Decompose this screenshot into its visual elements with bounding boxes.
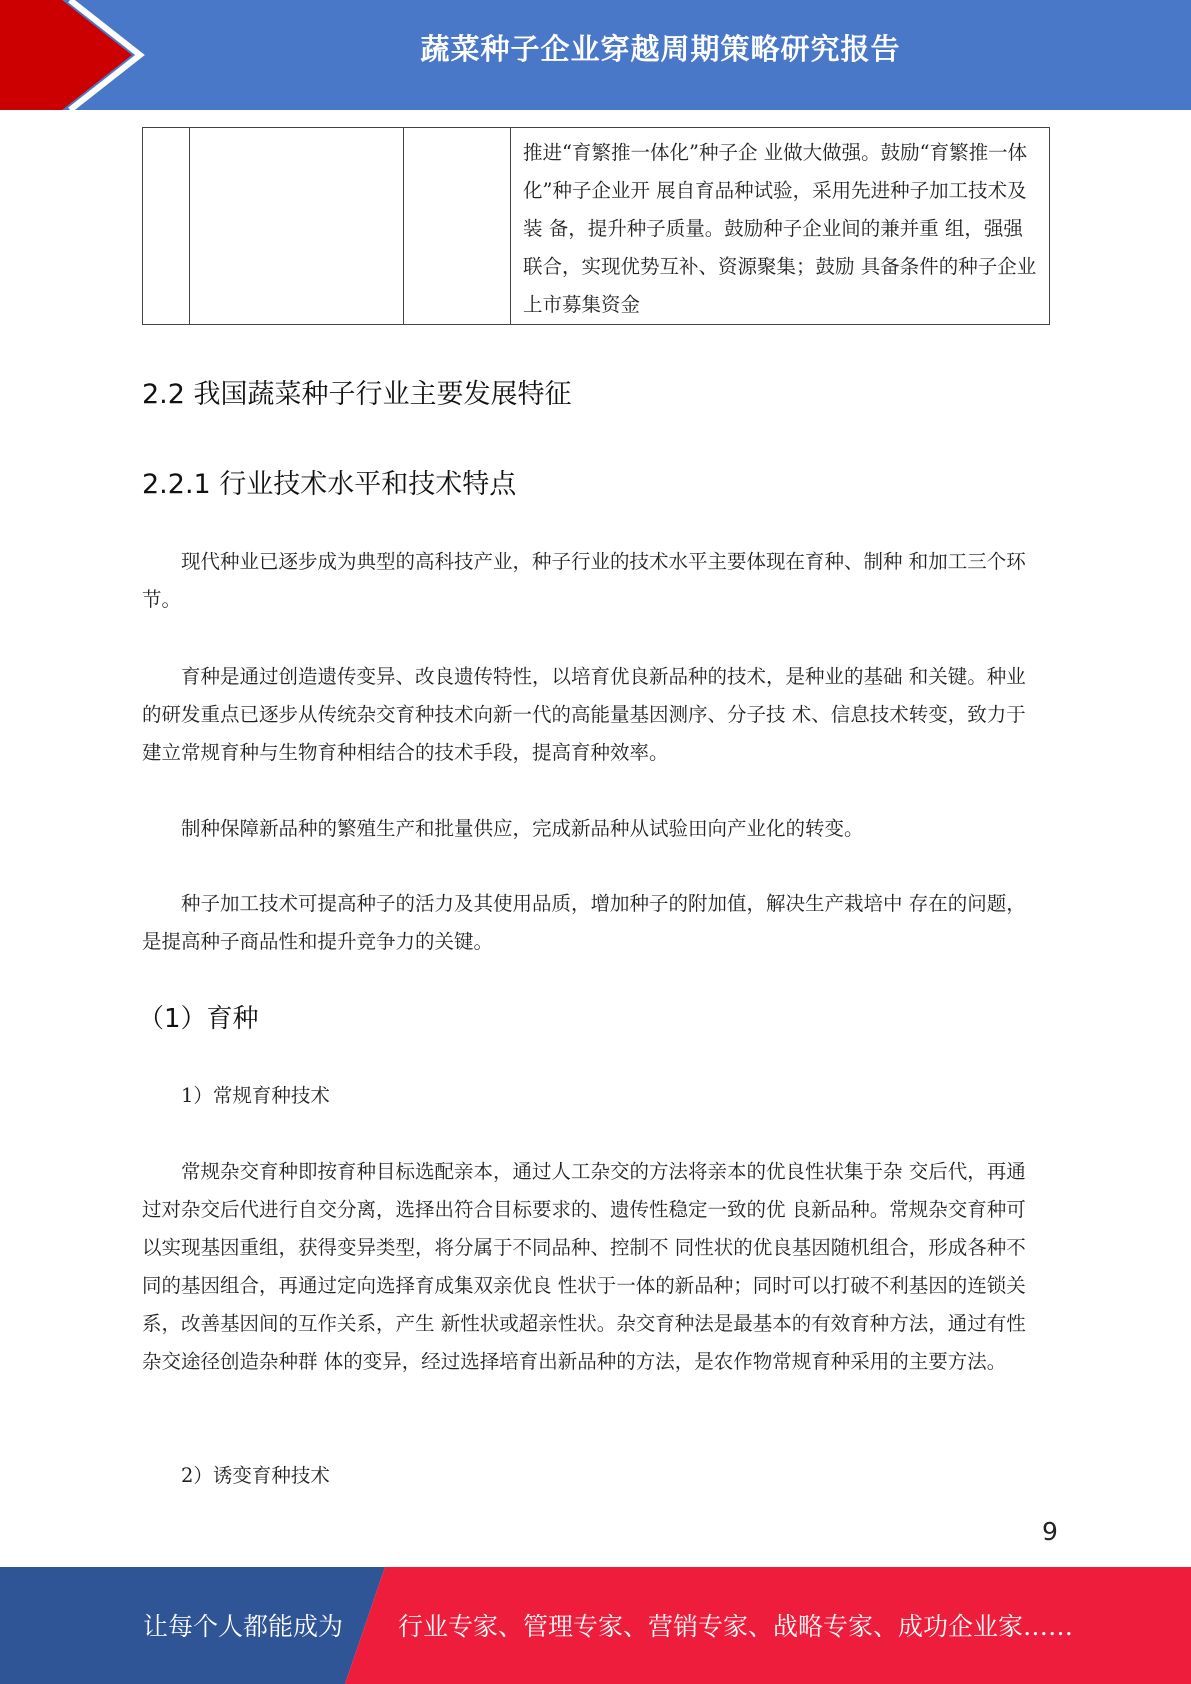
paragraph: 制种保障新品种的繁殖生产和批量供应，完成新品种从试验田向产业化的转变。 bbox=[181, 817, 864, 840]
table-cell-empty bbox=[404, 128, 511, 325]
page-header bbox=[0, 0, 1191, 110]
policy-table-continued bbox=[142, 127, 1050, 325]
paragraph: 常规杂交育种即按育种目标选配亲本，通过人工杂交的方法将亲本的优良性状集于杂 交后代，再通过对杂交后代进行自交分离，选择出符合目标要求的、遗传性稳定一致的优 良新品种。常规杂交育种可以实现基因重组，获得变异类型，将分属于不同品种、控制不 同性状的优良基因随机组合，形成各种不同的基因组合，再通过定向选择育成集双亲优良 性状于一体的新品种；同时可以打破不利基因的连锁关系，改善基因间的互作关系，产生 新性状或超亲性状。杂交育种法是最基本的有效育种方法，通过有性杂交途径创造杂种群 体的变异，经过选择培育出新品种的方法，是农作物常规育种采用的主要方法。 bbox=[142, 1160, 1026, 1373]
table-row bbox=[143, 128, 1050, 325]
footer-slogan-right: 行业专家、管理专家、营销专家、战略专家、成功企业家…… bbox=[398, 1612, 1074, 1641]
page-footer bbox=[0, 1567, 1191, 1684]
table-cell-empty bbox=[143, 128, 190, 325]
section-heading: 2.2 我国蔬菜种子行业主要发展特征 bbox=[142, 379, 572, 410]
table-cell-text: 推进“育繁推一体化”种子企 业做大做强。鼓励“育繁推一体化”种子企业开 展自育品种试验，采用先进种子加工技术及装 备，提升种子质量。鼓励种子企业间的兼并重 组，强强联合，实现优势互补、资源聚集；鼓励 具备条件的种子企业上市募集资金 bbox=[511, 128, 1050, 325]
breeding-heading: （1）育种 bbox=[138, 1004, 259, 1034]
report-title: 蔬菜种子企业穿越周期策略研究报告 bbox=[420, 32, 901, 66]
paragraph: 种子加工技术可提高种子的活力及其使用品质，增加种子的附加值，解决生产栽培中 存在的问题，是提高种子商品性和提升竞争力的关键。 bbox=[142, 892, 1026, 953]
item-title-mutation-breeding: 2）诱变育种技术 bbox=[181, 1464, 330, 1487]
page-number: 9 bbox=[1042, 1517, 1058, 1546]
table-cell-empty bbox=[190, 128, 404, 325]
footer-slogan-left: 让每个人都能成为 bbox=[143, 1612, 344, 1641]
paragraph: 现代种业已逐步成为典型的高科技产业，种子行业的技术水平主要体现在育种、制种 和加工三个环节。 bbox=[142, 550, 1026, 611]
paragraph: 育种是通过创造遗传变异、改良遗传特性，以培育优良新品种的技术，是种业的基础 和关键。种业的研发重点已逐步从传统杂交育种技术向新一代的高能量基因测序、分子技 术、信息技术转变，致力于建立常规育种与生物育种相结合的技术手段，提高育种效率。 bbox=[142, 665, 1026, 764]
item-title-conventional-breeding: 1）常规育种技术 bbox=[181, 1084, 330, 1107]
subsection-heading: 2.2.1 行业技术水平和技术特点 bbox=[142, 469, 517, 500]
